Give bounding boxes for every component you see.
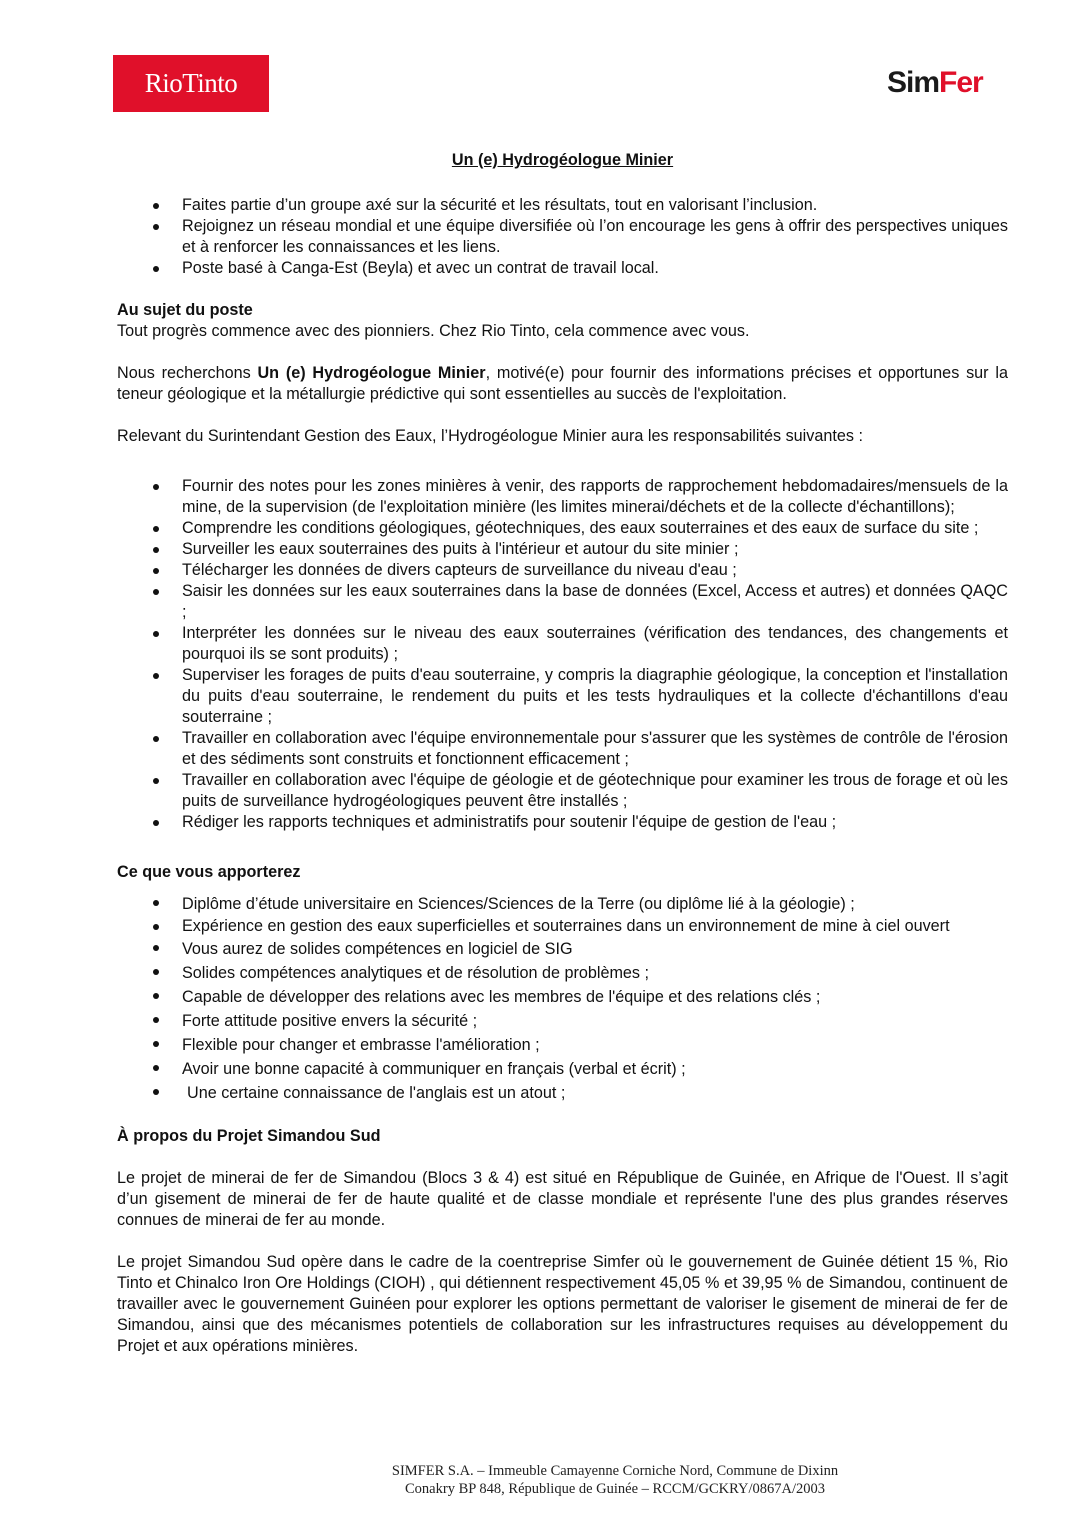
list-item: Diplôme d’étude universitaire en Sciences/Sciences de la Terre (ou diplôme lié à la géologie) ;	[117, 892, 1008, 916]
section-heading-about-job: Au sujet du poste	[117, 301, 253, 319]
intro-bullet-list	[117, 195, 1008, 279]
responsibilities-list	[117, 476, 1008, 833]
project-paragraph-2: Le projet Simandou Sud opère dans le cadre de la coentreprise Simfer où le gouvernement de Guinée détient 15 %, Rio Tinto et Chinalco Iron Ore Holdings (CIOH) , qui détiennent respectivement 45,05 % et 39,95 % de Simandou, continuent de travailler avec le gouvernement Guinéen pour explorer les options permettant de valoriser le gisement de minerai de fer de Simandou, ainsi que des mécanismes potentiels de collaboration sur les infrastructures requises au développement du Projet et aux opérations minières.	[117, 1253, 1008, 1355]
footer-address-line-1: SIMFER S.A. – Immeuble Camayenne Corniche Nord, Commune de Dixinn	[391, 1463, 839, 1479]
list-item: Une certaine connaissance de l'anglais est un atout ;	[117, 1081, 1008, 1105]
project-paragraph-1: Le projet de minerai de fer de Simandou (Blocs 3 & 4) est situé en République de Guinée, en Afrique de l'Ouest. Il s’agit d’un gisement de minerai de fer de haute qualité et de classe mondiale et représente l'une des plus grandes réserves connues de minerai de fer au monde.	[117, 1169, 1008, 1229]
section-heading-project: À propos du Projet Simandou Sud	[117, 1127, 381, 1145]
list-item: Solides compétences analytiques et de résolution de problèmes ;	[117, 961, 1008, 985]
list-item: Capable de développer des relations avec les membres de l'équipe et des relations clés ;	[117, 985, 1008, 1009]
page-footer	[0, 1462, 1086, 1498]
list-item: Interpréter les données sur le niveau des eaux souterraines (vérification des tendances, des changements et pourquoi ils se sont produits) ;	[117, 623, 1008, 665]
list-item: Surveiller les eaux souterraines des puits à l'intérieur et autour du site minier ;	[117, 539, 1008, 560]
reporting-line-paragraph: Relevant du Surintendant Gestion des Eaux, l’Hydrogéologue Minier aura les responsabilités suivantes :	[117, 427, 863, 445]
list-item: Fournir des notes pour les zones minières à venir, des rapports de rapprochement hebdomadaires/mensuels de la mine, de la supervision (de l'exploitation minière (les limites minerai/déchets et de la collecte d'échantillons);	[117, 476, 1008, 518]
list-item: Comprendre les conditions géologiques, géotechniques, des eaux souterraines et des eaux de surface du site ;	[117, 518, 1008, 539]
list-item: Poste basé à Canga-Est (Beyla) et avec un contrat de travail local.	[117, 258, 1008, 279]
simfer-logo	[887, 66, 983, 100]
list-item: Avoir une bonne capacité à communiquer en français (verbal et écrit) ;	[117, 1057, 1008, 1081]
section-heading-requirements: Ce que vous apporterez	[117, 863, 301, 881]
list-item: Rejoignez un réseau mondial et une équipe diversifiée où l’on encourage les gens à offrir des perspectives uniques et à renforcer les connaissances et les liens.	[117, 216, 1008, 258]
list-item: Saisir les données sur les eaux souterraines dans la base de données (Excel, Access et autres) et données QAQC ;	[117, 581, 1008, 623]
requirements-list	[117, 892, 1008, 1105]
list-item: Expérience en gestion des eaux superficielles et souterraines dans un environnement de mine à ciel ouvert	[117, 916, 1008, 937]
footer-address-line-2: Conakry BP 848, République de Guinée – RCCM/GCKRY/0867A/2003	[405, 1481, 825, 1497]
list-item: Forte attitude positive envers la sécurité ;	[117, 1009, 1008, 1033]
document-body	[117, 150, 1008, 1357]
list-item: Vous aurez de solides compétences en logiciel de SIG	[117, 937, 1008, 961]
rio-tinto-logo	[113, 55, 269, 112]
list-item: Télécharger les données de divers capteurs de surveillance du niveau d'eau ;	[117, 560, 1008, 581]
page-title: Un (e) Hydrogéologue Minier	[451, 151, 674, 169]
list-item: Flexible pour changer et embrasse l'amélioration ;	[117, 1033, 1008, 1057]
list-item: Superviser les forages de puits d'eau souterraine, y compris la diagraphie géologique, la conception et l'installation du puits d'eau souterraine, le rendement du puits et les tests hydrauliques et la collecte d'échantillons d'eau souterraine ;	[117, 665, 1008, 728]
paragraph-prefix: Nous recherchons	[117, 364, 258, 382]
list-item: Faites partie d’un groupe axé sur la sécurité et les résultats, tout en valorisant l’inclusion.	[117, 195, 1008, 216]
simfer-logo-fer: Fer	[939, 66, 983, 99]
simfer-logo-sim: Sim	[887, 66, 940, 99]
rio-tinto-logo-text: RioTinto	[144, 68, 238, 98]
about-job-paragraph	[117, 363, 1008, 405]
job-title-bold: Un (e) Hydrogéologue Minier	[257, 364, 486, 382]
list-item: Rédiger les rapports techniques et administratifs pour soutenir l'équipe de gestion de l'eau ;	[117, 812, 1008, 833]
paragraph-suffix: , motivé(e) pour fournir des informations précises et opportunes sur la teneur géologique et la métallurgie prédictive qui sont essentielles au succès de l'exploitation.	[117, 364, 1008, 403]
list-item: Travailler en collaboration avec l'équipe environnementale pour s'assurer que les systèmes de contrôle de l'érosion et des sédiments sont construits et fonctionnent efficacement ;	[117, 728, 1008, 770]
list-item: Travailler en collaboration avec l'équipe de géologie et de géotechnique pour examiner les trous de forage et où les puits de surveillance hydrogéologiques peuvent être installés ;	[117, 770, 1008, 812]
about-job-line: Tout progrès commence avec des pionniers. Chez Rio Tinto, cela commence avec vous.	[117, 322, 750, 340]
